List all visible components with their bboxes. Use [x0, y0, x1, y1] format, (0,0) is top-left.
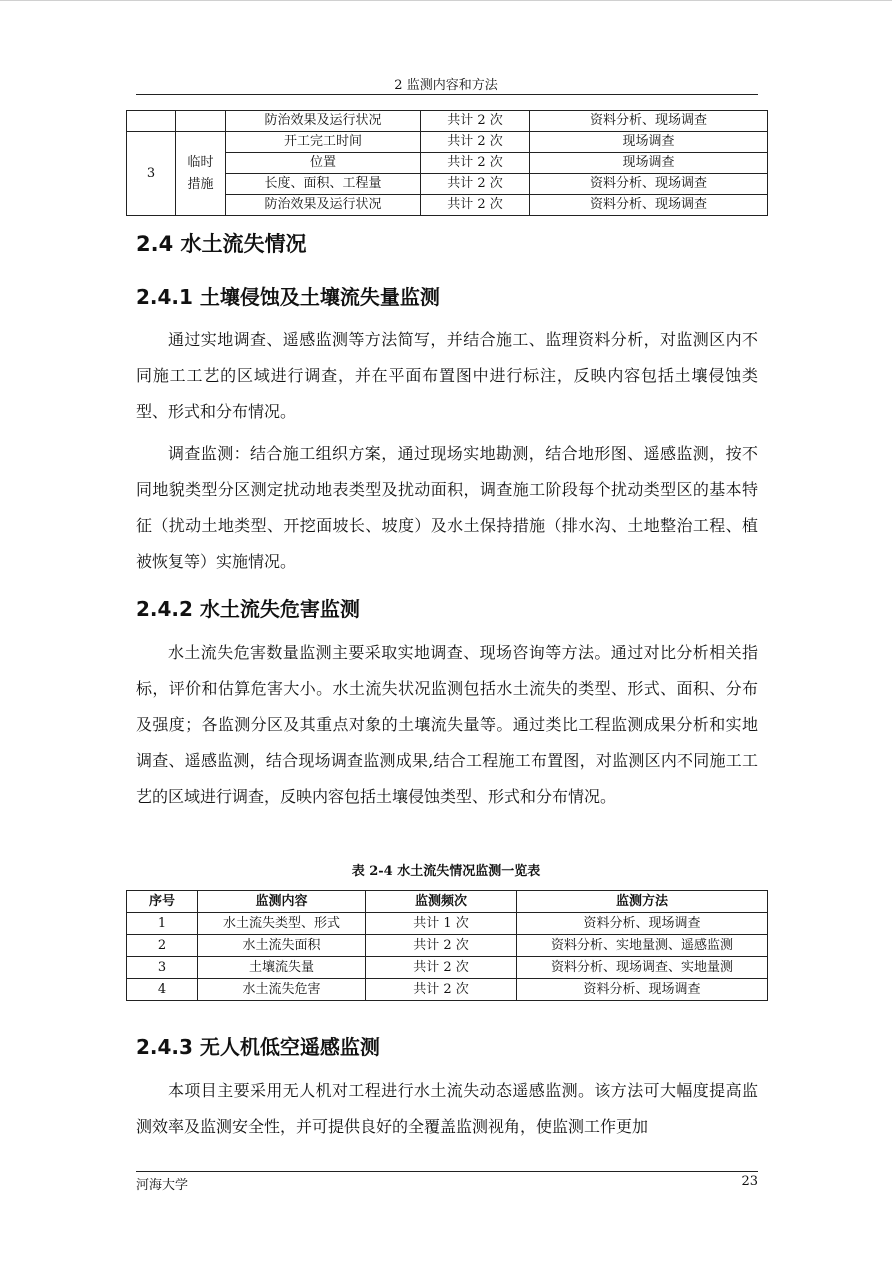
table-cell: 1: [127, 913, 198, 935]
table-cell: 水土流失类型、形式: [198, 913, 366, 935]
table-row: [127, 913, 768, 935]
table-cell: 共计 2 次: [421, 195, 530, 216]
table-cell: 共计 2 次: [421, 153, 530, 174]
table-cell: 防治效果及运行状况: [226, 195, 421, 216]
table-row: [127, 935, 768, 957]
table-cell: 位置: [226, 153, 421, 174]
section-heading-2-4: 2.4 水土流失情况: [136, 232, 307, 256]
footer-institution: 河海大学: [136, 1178, 189, 1193]
table-cell: 现场调查: [530, 153, 768, 174]
row-index-cell: 3: [127, 132, 176, 216]
column-header: 序号: [127, 891, 198, 913]
section-heading-2-4-3: 2.4.3 无人机低空遥感监测: [136, 1035, 380, 1059]
table-cell: 开工完工时间: [226, 132, 421, 153]
table-cell: 水土流失面积: [198, 935, 366, 957]
table-row: [127, 979, 768, 1001]
footer-rule: [136, 1171, 758, 1172]
table-cell: 共计 2 次: [366, 935, 517, 957]
paragraph-2-4-2: 水土流失危害数量监测主要采取实地调查、现场咨询等方法。通过对比分析相关指标，评价和估算危害大小。水土流失状况监测包括水土流失的类型、形式、面积、分布及强度；各监测分区及其重点对象的土壤流失量等。通过类比工程监测成果分析和实地调查、遥感监测，结合现场调查监测成果,结合工程施工布置图，对监测区内不同施工工艺的区域进行调查，反映内容包括土壤侵蚀类型、形式和分布情况。: [136, 643, 758, 806]
table-cell: 资料分析、现场调查: [530, 174, 768, 195]
paragraph-2-4-3: 本项目主要采用无人机对工程进行水土流失动态遥感监测。该方法可大幅度提高监测效率及监测安全性，并可提供良好的全覆盖监测视角，使监测工作更加: [136, 1081, 758, 1136]
table-caption: 表 2-4 水土流失情况监测一览表: [351, 864, 541, 879]
table-cell: 2: [127, 935, 198, 957]
running-header: 2 监测内容和方法: [394, 78, 498, 93]
table-cell: 资料分析、现场调查: [530, 111, 768, 132]
category-label: 临时措施: [187, 154, 214, 192]
table-cell: 资料分析、现场调查: [517, 913, 768, 935]
table-cell: 共计 1 次: [366, 913, 517, 935]
table-cell: 共计 2 次: [421, 174, 530, 195]
paragraph-2-4-1-b: 调查监测：结合施工组织方案，通过现场实地勘测，结合地形图、遥感监测，按不同地貌类型分区测定扰动地表类型及扰动面积，调查施工阶段每个扰动类型区的基本特征（扰动土地类型、开挖面坡长、坡度）及水土保持措施（排水沟、土地整治工程、植被恢复等）实施情况。: [136, 444, 758, 571]
header-rule: [136, 94, 758, 95]
section-heading-2-4-2: 2.4.2 水土流失危害监测: [136, 597, 360, 621]
table-cell: 4: [127, 979, 198, 1001]
column-header: 监测频次: [366, 891, 517, 913]
table-cell: 共计 2 次: [366, 979, 517, 1001]
table-cell: 长度、面积、工程量: [226, 174, 421, 195]
table-cell: [176, 111, 226, 132]
table-cell: 土壤流失量: [198, 957, 366, 979]
page-number: 23: [741, 1174, 758, 1189]
table-cell: 资料分析、现场调查: [517, 979, 768, 1001]
monitoring-table-continued: [126, 110, 768, 216]
paragraph-2-4-1-a: 通过实地调查、遥感监测等方法简写，并结合施工、监理资料分析，对监测区内不同施工工艺的区域进行调查，并在平面布置图中进行标注，反映内容包括土壤侵蚀类型、形式和分布情况。: [136, 330, 758, 421]
table-row: [127, 957, 768, 979]
table-cell: 共计 2 次: [366, 957, 517, 979]
table-cell: 共计 2 次: [421, 111, 530, 132]
column-header: 监测方法: [517, 891, 768, 913]
table-cell: 防治效果及运行状况: [226, 111, 421, 132]
table-row: [127, 132, 768, 153]
table-cell: 资料分析、实地量测、遥感监测: [517, 935, 768, 957]
table-header-row: [127, 891, 768, 913]
category-cell: [176, 132, 226, 216]
table-cell: 资料分析、现场调查、实地量测: [517, 957, 768, 979]
column-header: 监测内容: [198, 891, 366, 913]
table-cell: 现场调查: [530, 132, 768, 153]
table-cell: [127, 111, 176, 132]
table-cell: 水土流失危害: [198, 979, 366, 1001]
page-top-border: [0, 0, 892, 1]
table-cell: 3: [127, 957, 198, 979]
table-cell: 资料分析、现场调查: [530, 195, 768, 216]
soil-erosion-monitoring-table: [126, 890, 768, 1001]
table-cell: 共计 2 次: [421, 132, 530, 153]
table-row: [127, 111, 768, 132]
section-heading-2-4-1: 2.4.1 土壤侵蚀及土壤流失量监测: [136, 285, 440, 309]
